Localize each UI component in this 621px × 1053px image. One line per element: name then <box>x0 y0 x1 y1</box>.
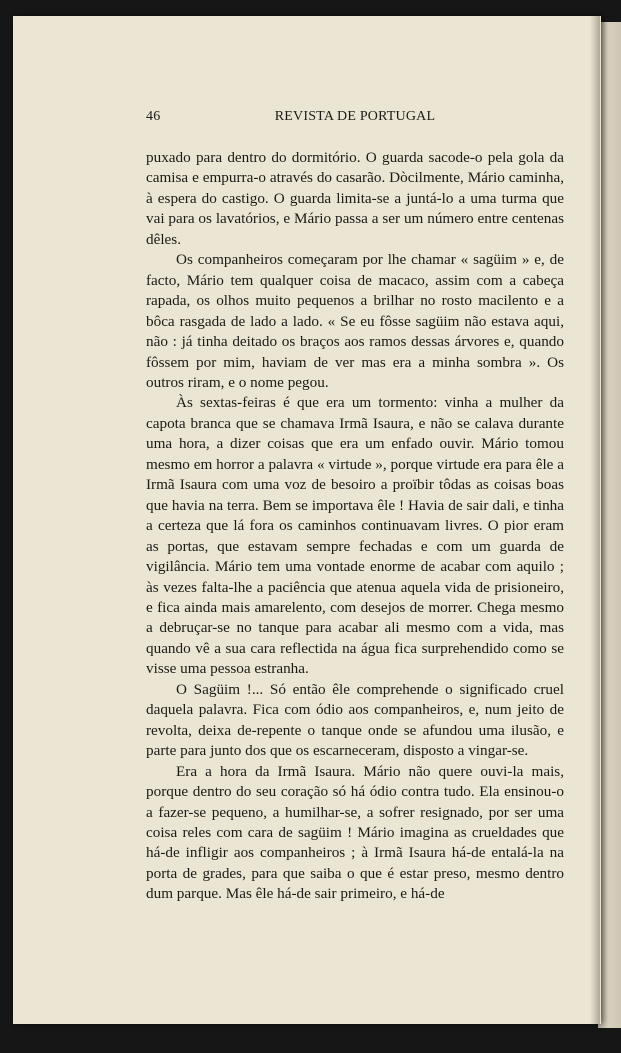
adjacent-page-edge <box>598 22 621 1028</box>
article-body <box>146 148 564 905</box>
paragraph-2: Os companheiros começaram por lhe chamar « sagüim » e, de facto, Mário tem qualquer coisa de macaco, assim com a cabeça rapada, os olhos muito pequenos a brilhar no rosto macilento e a bôca rasgada de lado a lado. « Se eu fôsse sagüim não estava aqui, não : já tinha deitado os braços aos ramos dessas árvores e, quando fôssem por mim, haviam de ver mas era a minha sombra ». Os outros riram, e o nome pegou. <box>146 251 564 391</box>
paragraph-3: Às sextas-feiras é que era um tormento: vinha a mulher da capota branca que se chamava Irmã Isaura, e não se calava durante uma hora, a dizer coisas que era um enfado ouvir. Mário tomou mesmo em horror a palavra « virtude », porque virtude era para êle a Irmã Isaura com uma voz de besoiro a proïbir tôdas as coisas boas que havia na terra. Bem se importava êle ! Havia de sair dali, e tinha a certeza que lá fora os caminhos continuavam livres. O pior eram as portas, que estavam sempre fechadas e com um guarda de vigilância. Mário tem uma vontade enorme de acabar com aquilo ; às vezes falta-lhe a paciência que atenua aquela vida de prisioneiro, e fica ainda mais amarelento, com desejos de morrer. Chega mesmo a debruçar-se no tanque para acabar ali mesmo com a vida, mas quando vê a sua cara reflectida na água fica surprehendido como se visse uma pessoa estranha. <box>146 394 564 678</box>
page-gutter-shadow <box>590 16 600 1024</box>
paragraph-1: puxado para dentro do dormitório. O guarda sacode-o pela gola da camisa e empurra-o através do casarão. Dòcilmente, Mário caminha, à espera do castigo. O guarda limita-se a juntá-lo a uma turma que vai para os lavatórios, e Mário passa a ser um número entre centenas dêles. <box>146 149 564 248</box>
paragraph-4: O Sagüim !... Só então êle comprehende o significado cruel daquela palavra. Fica com ódio aos companheiros, e, num jeito de revolta, deixa de-repente o tanque onde se afundou uma ilusão, e parte para junto dos que os escarneceram, disposto a vingar-se. <box>146 680 564 760</box>
paragraph-5: Era a hora da Irmã Isaura. Mário não quere ouvi-la mais, porque dentro do seu coração só há ódio contra tudo. Ela ensinou-o a fazer-se pequeno, a humilhar-se, a sofrer resignado, por ser uma coisa reles com cara de sagüim ! Mário imagina as crueldades que há-de infligir aos companheiros ; à Irmã Isaura há-de entalá-la na porta de grades, para que saiba o que é estar preso, mesmo dentro dum parque. Mas êle há-de sair primeiro, e há-de <box>146 762 564 903</box>
page-number: 46 <box>146 109 161 124</box>
page-header <box>146 109 564 129</box>
running-title: REVISTA DE PORTUGAL <box>274 109 436 124</box>
